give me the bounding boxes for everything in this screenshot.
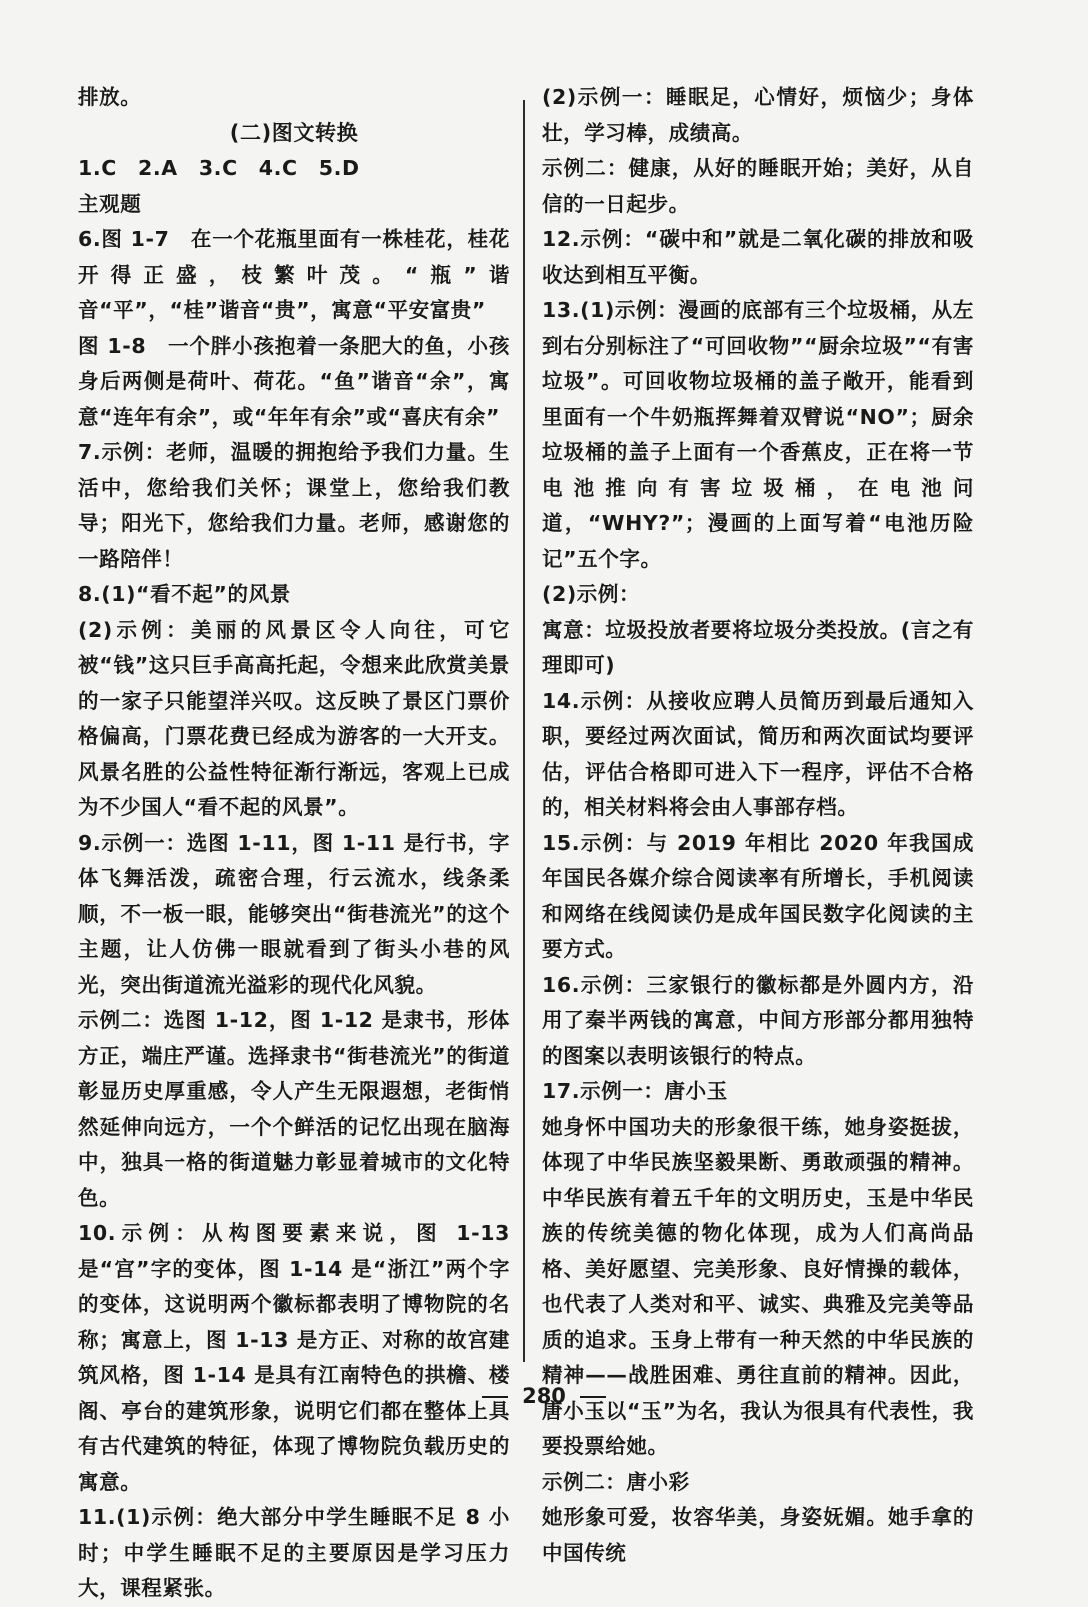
paragraph: 示例二：健康，从好的睡眠开始；美好，从自信的一日起步。 — [542, 156, 974, 216]
paragraph: 11.(1)示例：绝大部分中学生睡眠不足 8 小时；中学生睡眠不足的主要原因是学习压力大，课程紧张。 — [78, 1505, 510, 1600]
paragraph: 主观题 — [78, 191, 142, 216]
footer-dash-right — [580, 1396, 606, 1398]
paragraph: (2)示例： — [542, 582, 641, 606]
section-title: (二)图文转换 — [229, 120, 359, 145]
paragraph: 10.示例：从构图要素来说，图 1-13 是“宫”字的变体，图 1-14 是“浙江”两个字的变体，这说明两个徽标都表明了博物院的名称；寓意上，图 1-13 是方正、对称的故宫建筑风格，图 1-14 是具有江南特色的拱檐、楼阁、亭台的建筑形象，说明它们都在整体上具有古代建筑的特征，体现了博物院负载历史的寓意。 — [78, 1221, 510, 1494]
paragraph: 示例二：选图 1-12，图 1-12 是隶书，形体方正，端庄严谨。选择隶书“街巷流光”的街道彰显历史厚重感，令人产生无限遐想，老街悄然延伸向远方，一个个鲜活的记忆出现在脑海中，独具一格的街道魅力彰显着城市的文化特色。 — [78, 1008, 510, 1210]
paragraph: 8.(1)“看不起”的风景 — [78, 582, 291, 606]
paragraph: 9.示例一：选图 1-11，图 1-11 是行书，字体飞舞活泼，疏密合理，行云流水，线条柔顺，不一板一眼，能够突出“街巷流光”的这个主题，让人仿佛一眼就看到了街头小巷的风光，突出街道流光溢彩的现代化风貌。 — [78, 830, 510, 997]
paragraph: 1.C 2.A 3.C 4.C 5.D — [78, 156, 360, 180]
paragraph: 她形象可爱，妆容华美，身姿妩媚。她手拿的中国传统 — [542, 1505, 974, 1565]
paragraph: 17.示例一：唐小玉 — [542, 1079, 728, 1103]
footer-dash-left — [482, 1396, 508, 1398]
page-footer — [0, 1384, 1088, 1408]
paragraph: 6.图 1-7 在一个花瓶里面有一株桂花，桂花开得正盛，枝繁叶茂。“瓶”谐音“平”，“桂”谐音“贵”，寓意“平安富贵” — [78, 227, 510, 322]
column-divider — [523, 100, 525, 1362]
paragraph: 排放。 — [78, 85, 142, 109]
paragraph: 15.示例：与 2019 年相比 2020 年我国成年国民各媒介综合阅读率有所增长，手机阅读和网络在线阅读仍是成年国民数字化阅读的主要方式。 — [542, 830, 974, 961]
paragraph: 7.示例：老师，温暖的拥抱给予我们力量。生活中，您给我们关怀；课堂上，您给我们教导；阳光下，您给我们力量。老师，感谢您的一路陪伴！ — [78, 440, 510, 571]
paragraph: 寓意：垃圾投放者要将垃圾分类投放。(言之有理即可) — [542, 617, 974, 677]
left-column — [78, 80, 510, 1607]
paragraph: 图 1-8 一个胖小孩抱着一条肥大的鱼，小孩身后两侧是荷叶、荷花。“鱼”谐音“余”，寓意“连年有余”，或“年年有余”或“喜庆有余” — [78, 333, 510, 429]
paragraph: 16.示例：三家银行的徽标都是外圆内方，沿用了秦半两钱的寓意，中间方形部分都用独特的图案以表明该银行的特点。 — [542, 972, 974, 1068]
page-number: 280 — [522, 1384, 566, 1408]
paragraph: 示例二：唐小彩 — [542, 1469, 690, 1494]
paragraph: 她身怀中国功夫的形象很干练，她身姿挺拔，体现了中华民族坚毅果断、勇敢顽强的精神。中华民族有着五千年的文明历史，玉是中华民族的传统美德的物化体现，成为人们高尚品格、美好愿望、完美形象、良好情操的载体，也代表了人类对和平、诚实、典雅及完美等品质的追求。玉身上带有一种天然的中华民族的精神——战胜困难、勇往直前的精神。因此，唐小玉以“玉”为名，我认为很具有代表性，我要投票给她。 — [542, 1114, 974, 1458]
paragraph: (2)示例一：睡眠足，心情好，烦恼少；身体壮，学习棒，成绩高。 — [542, 85, 974, 145]
paragraph: 14.示例：从接收应聘人员简历到最后通知入职，要经过两次面试，简历和两次面试均要评估，评估合格即可进入下一程序，评估不合格的，相关材料将会由人事部存档。 — [542, 688, 974, 819]
paragraph: (2)示例：美丽的风景区令人向往，可它被“钱”这只巨手高高托起，令想来此欣赏美景的一家子只能望洋兴叹。这反映了景区门票价格偏高，门票花费已经成为游客的一大开支。风景名胜的公益性特征渐行渐远，客观上已成为不少国人“看不起的风景”。 — [78, 617, 510, 819]
paragraph: 13.(1)示例：漫画的底部有三个垃圾桶，从左到右分别标注了“可回收物”“厨余垃圾”“有害垃圾”。可回收物垃圾桶的盖子敞开，能看到里面有一个牛奶瓶挥舞着双臂说“NO”；厨余垃圾桶的盖子上面有一个香蕉皮，正在将一节电池推向有害垃圾桶，在电池问道，“WHY?”；漫画的上面写着“电池历险记”五个字。 — [542, 298, 974, 571]
right-column — [542, 80, 974, 1571]
paragraph: 12.示例：“碳中和”就是二氧化碳的排放和吸收达到相互平衡。 — [542, 227, 974, 287]
